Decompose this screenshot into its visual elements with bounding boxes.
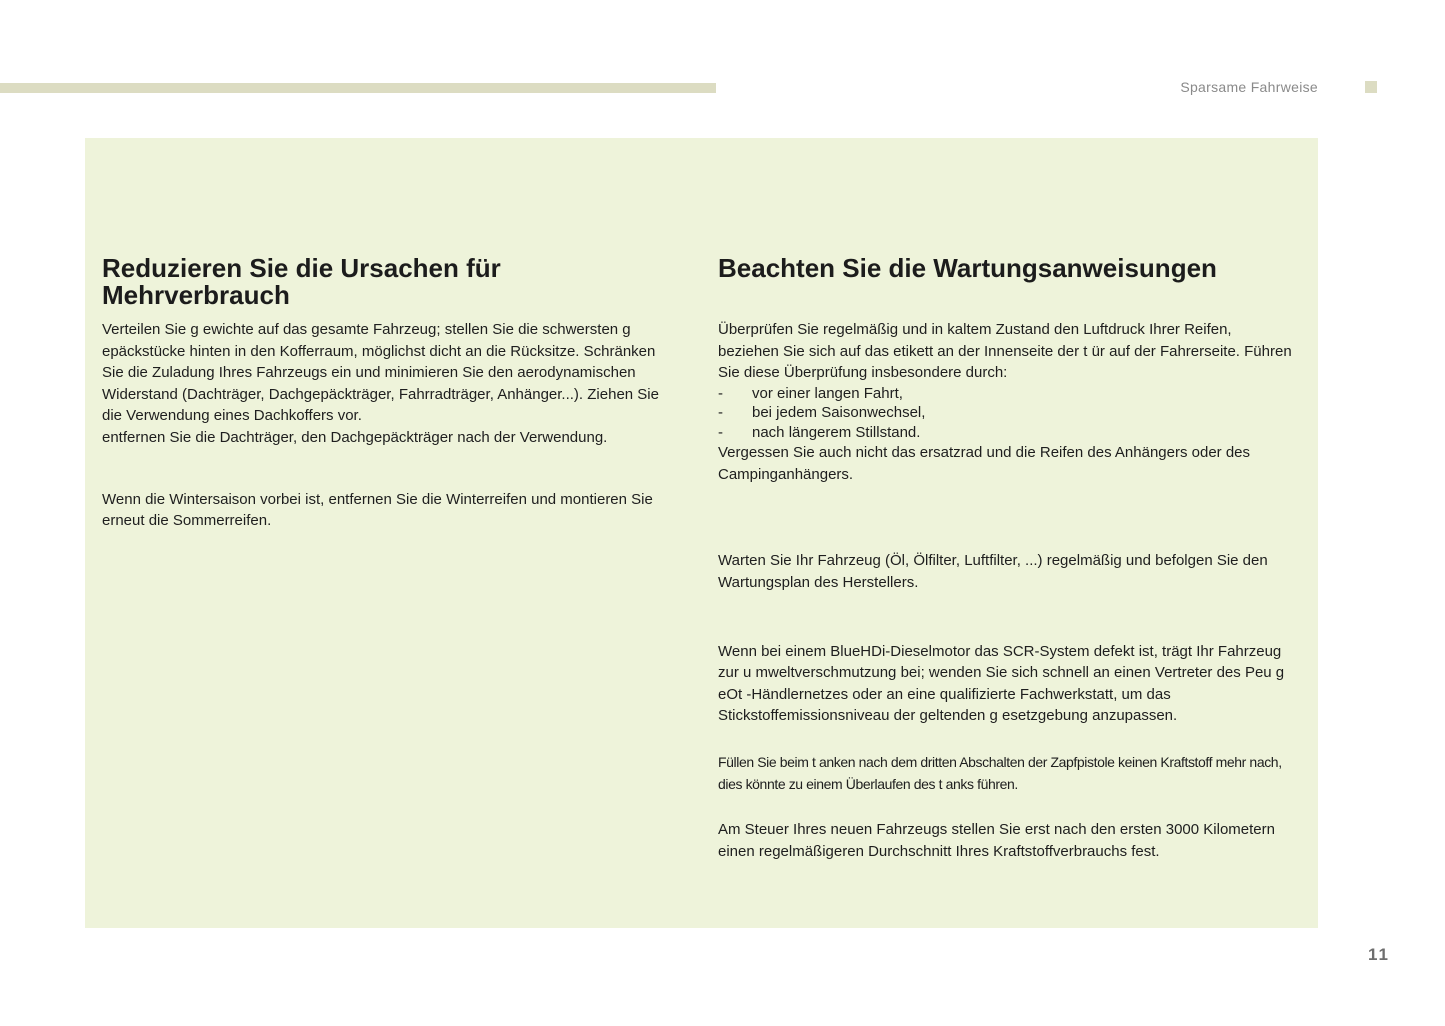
- right-bluehdi: Wenn bei einem BlueHDi-Dieselmotor das SCR-System defekt ist, trägt Ihr Fahrzeug zur u mweltverschmutzung bei; wenden Sie sich schnell an einen Vertreter des Peu g eOt -Händlernetzes oder an eine qualifizierte Fachwerkstatt, um das Stickstoffemissionsniveau der geltenden g esetzgebung anzupassen.: [718, 642, 1285, 725]
- right-intro: Überprüfen Sie regelmäßig und in kaltem Zustand den Luftdruck Ihrer Reifen, beziehen Sie sich auf das etikett an der Innenseite der t ür auf der Fahrerseite. Führen Sie diese Überprüfung insbesondere durch:: [718, 321, 1292, 382]
- list-item: - bei jedem Saisonwechsel,: [718, 404, 926, 422]
- left-paragraph-roof: entfernen Sie die Dachträger, den Dachgepäckträger nach der Verwendung.: [102, 428, 608, 446]
- left-paragraph-tyres: Wenn die Wintersaison vorbei ist, entfernen Sie die Winterreifen und montieren Sie erneut die Sommerreifen.: [102, 490, 653, 530]
- right-spare-wheel: Vergessen Sie auch nicht das ersatzrad und die Reifen des Anhängers oder des Campinganhängers.: [718, 444, 1251, 483]
- page-number: 11: [1368, 945, 1390, 964]
- left-column: [102, 255, 672, 532]
- list-item: - nach längerem Stillstand.: [718, 423, 921, 441]
- section-marker: [1365, 81, 1377, 93]
- right-column: [718, 255, 1293, 862]
- left-heading: Reduzieren Sie die Ursachen für Mehrverbrauch: [102, 253, 501, 310]
- header-accent-bar: [0, 83, 716, 93]
- left-paragraph-load: Verteilen Sie g ewichte auf das gesamte Fahrzeug; stellen Sie die schwersten g epäckstücke hinten in den Kofferraum, möglichst dicht an die Rücksitze. Schränken Sie die Zuladung Ihres Fahrzeugs ein und minimieren Sie den aerodynamischen Widerstand (Dachträger, Dachgepäckträger, Fahrradträger, Anhänger...). Ziehen Sie die Verwendung eines Dachkoffers vor.: [102, 321, 659, 425]
- content-panel: [85, 138, 1318, 928]
- section-title: Sparsame Fahrweise: [1180, 79, 1318, 95]
- right-refuel: Füllen Sie beim t anken nach dem dritten Abschalten der Zapfpistole keinen Kraftstoff mehr nach, dies könnte zu einem Überlaufen des t anks führen.: [718, 754, 1282, 792]
- list-item: - vor einer langen Fahrt,: [718, 384, 903, 402]
- right-heading: Beachten Sie die Wartungsanweisungen: [718, 253, 1217, 283]
- check-list: [718, 384, 1293, 443]
- right-consumption: Am Steuer Ihres neuen Fahrzeugs stellen Sie erst nach den ersten 3000 Kilometern einen regelmäßigeren Durchschnitt Ihres Kraftstoffverbrauchs fest.: [718, 821, 1275, 860]
- right-maintenance: Warten Sie Ihr Fahrzeug (Öl, Ölfilter, Luftfilter, ...) regelmäßig und befolgen Sie den Wartungsplan des Herstellers.: [718, 552, 1268, 592]
